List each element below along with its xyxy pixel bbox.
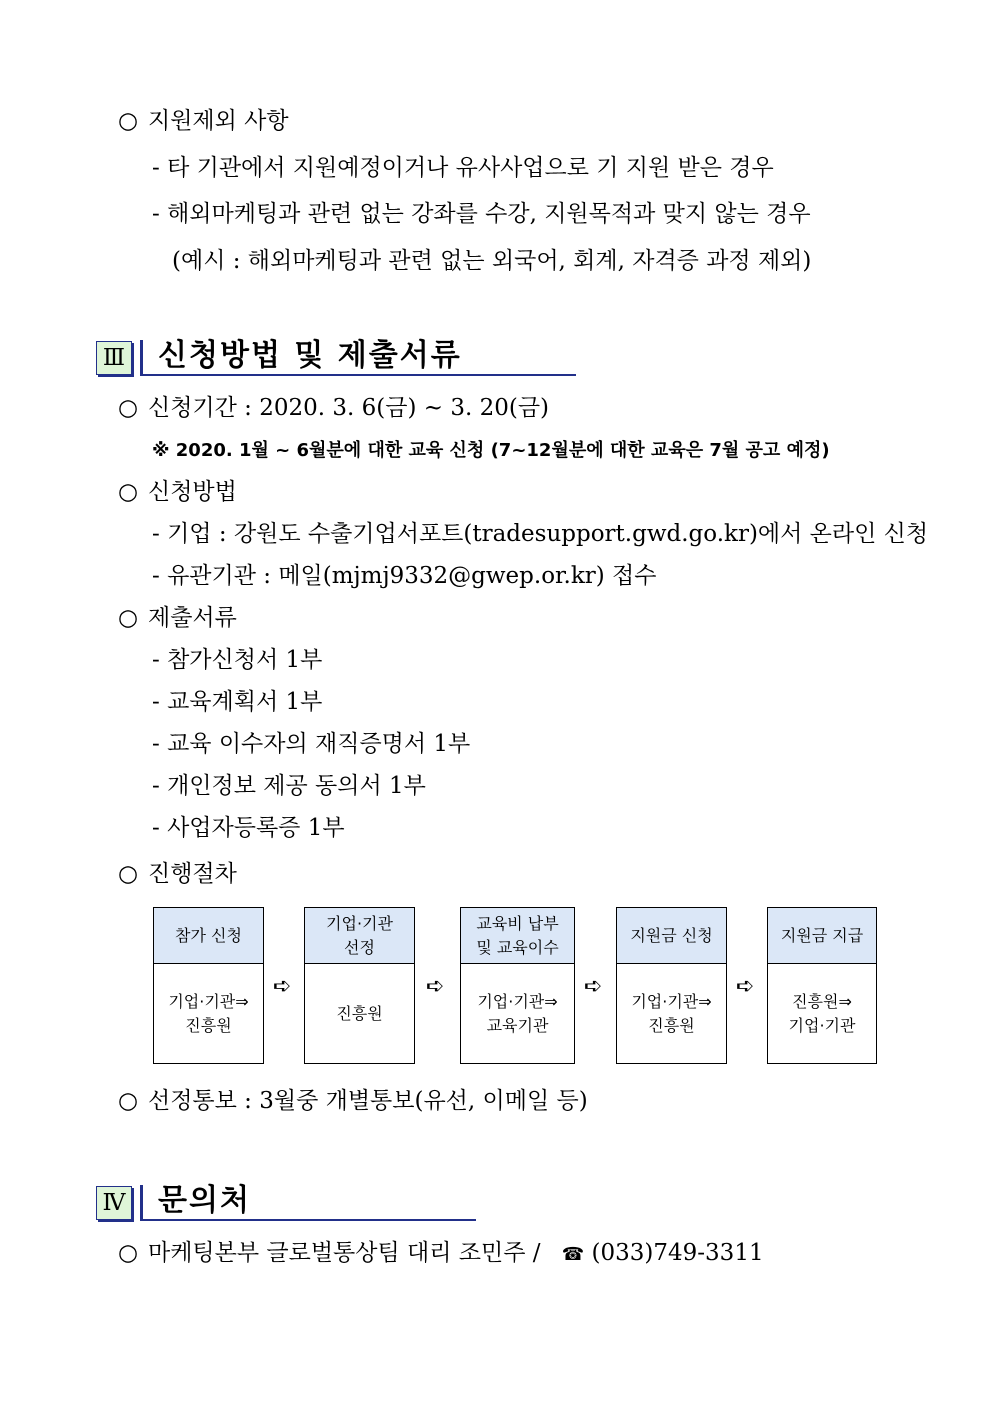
circle-bullet-icon: ○ xyxy=(118,1240,139,1266)
circle-bullet-icon: ○ xyxy=(118,108,139,134)
arrow-right-icon: ➪ xyxy=(273,974,292,999)
step-actor: 진흥원⇒ 기업·기관 xyxy=(788,991,856,1035)
step-title: 참가 신청 xyxy=(154,908,263,964)
section-3-title: 신청방법 및 제출서류 xyxy=(158,338,462,373)
selection-notice: ○ 선정통보 : 3월중 개별통보(유선, 이메일 등) xyxy=(118,1088,588,1114)
step-actor: 진흥원 xyxy=(336,1003,383,1023)
process-step-select xyxy=(304,907,415,1064)
section-4-number: Ⅳ xyxy=(96,1186,132,1220)
contact-person: 마케팅본부 글로벌통상팀 대리 조민주 / xyxy=(148,1240,541,1266)
arrow-right-icon: ➪ xyxy=(426,974,445,999)
step-title: 지원금 신청 xyxy=(617,908,726,964)
process-step-education xyxy=(460,907,575,1064)
docs-heading: ○ 제출서류 xyxy=(118,605,237,631)
step-title: 지원금 지급 xyxy=(768,908,876,964)
section-4-underline xyxy=(140,1219,476,1221)
doc-item: - 사업자등록증 1부 xyxy=(152,815,345,841)
section-3-underline xyxy=(140,374,576,376)
circle-bullet-icon: ○ xyxy=(118,1088,139,1114)
exclusion-example: (예시 : 해외마케팅과 관련 없는 외국어, 회계, 자격증 과정 제외) xyxy=(172,248,812,274)
method-item: - 기업 : 강원도 수출기업서포트(tradesupport.gwd.go.kr)에서 온라인 신청 xyxy=(152,521,929,547)
step-actor: 기업·기관⇒ 교육기관 xyxy=(477,991,558,1035)
section-4-title: 문의처 xyxy=(158,1183,251,1218)
contact-line xyxy=(118,1238,764,1270)
step-title: 교육비 납부 및 교육이수 xyxy=(461,908,574,964)
process-step-payment xyxy=(767,907,877,1064)
contact-phone: (033)749-3311 xyxy=(591,1240,764,1266)
application-note: ※ 2020. 1월 ~ 6월분에 대한 교육 신청 (7~12월분에 대한 교육은 7월 공고 예정) xyxy=(152,440,830,461)
section-3-bar xyxy=(140,340,143,376)
circle-bullet-icon: ○ xyxy=(118,605,139,631)
method-item: - 유관기관 : 메일(mjmj9332@gwep.or.kr) 접수 xyxy=(152,563,657,589)
doc-item: - 교육계획서 1부 xyxy=(152,689,323,715)
arrow-right-icon: ➪ xyxy=(584,974,603,999)
application-period: ○ 신청기간 : 2020. 3. 6(금) ~ 3. 20(금) xyxy=(118,395,550,421)
step-title: 기업·기관 선정 xyxy=(305,908,414,964)
circle-bullet-icon: ○ xyxy=(118,861,139,887)
exclusion-item: - 해외마케팅과 관련 없는 강좌를 수강, 지원목적과 맞지 않는 경우 xyxy=(152,201,811,227)
arrow-right-icon: ➪ xyxy=(736,974,755,999)
phone-icon: ☎ xyxy=(561,1244,585,1265)
step-actor: 기업·기관⇒ 진흥원 xyxy=(631,991,712,1035)
exclusion-item: - 타 기관에서 지원예정이거나 유사사업으로 기 지원 받은 경우 xyxy=(152,155,774,181)
circle-bullet-icon: ○ xyxy=(118,479,139,505)
exclusion-heading: ○ 지원제외 사항 xyxy=(118,108,289,134)
process-step-claim xyxy=(616,907,727,1064)
doc-item: - 개인정보 제공 동의서 1부 xyxy=(152,773,426,799)
circle-bullet-icon: ○ xyxy=(118,395,139,421)
process-step-apply xyxy=(153,907,264,1064)
step-actor: 기업·기관⇒ 진흥원 xyxy=(168,991,249,1035)
method-heading: ○ 신청방법 xyxy=(118,479,237,505)
doc-item: - 교육 이수자의 재직증명서 1부 xyxy=(152,731,471,757)
section-4-bar xyxy=(140,1185,143,1221)
process-heading: ○ 진행절차 xyxy=(118,861,237,887)
section-3-number: Ⅲ xyxy=(96,341,132,375)
doc-item: - 참가신청서 1부 xyxy=(152,647,323,673)
